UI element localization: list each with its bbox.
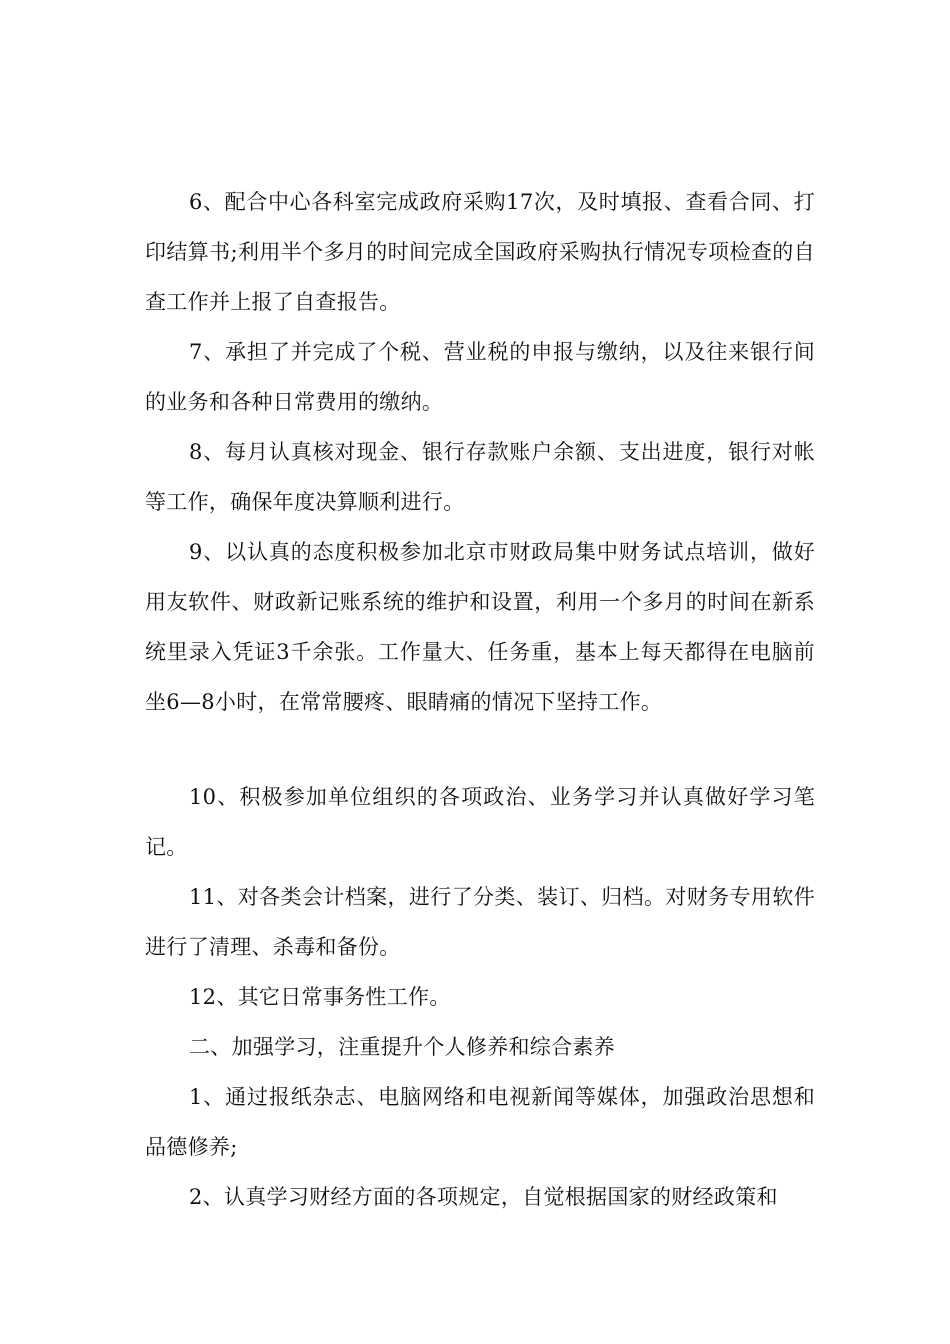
paragraph-item-9: 9、以认真的态度积极参加北京市财政局集中财务试点培训，做好用友软件、财政新记账系统的维护和设置，利用一个多月的时间在新系统里录入凭证3千余张。工作量大、任务重，基本上每天都得在电脑前坐6—8小时，在常常腰疼、眼睛痛的情况下坚持工作。 xyxy=(145,540,815,714)
paragraph-item-12: 12、其它日常事务性工作。 xyxy=(189,985,451,1009)
paragraph-item-1: 1、通过报纸杂志、电脑网络和电视新闻等媒体，加强政治思想和品德修养; xyxy=(145,1085,815,1159)
paragraph-item-10: 10、积极参加单位组织的各项政治、业务学习并认真做好学习笔记。 xyxy=(145,785,815,859)
paragraph-gap xyxy=(145,727,815,772)
paragraph-item-7: 7、承担了并完成了个税、营业税的申报与缴纳，以及往来银行间的业务和各种日常费用的缴纳。 xyxy=(145,340,815,414)
paragraph-item-6: 6、配合中心各科室完成政府采购17次，及时填报、查看合同、打印结算书;利用半个多月的时间完成全国政府采购执行情况专项检查的自查工作并上报了自查报告。 xyxy=(145,190,815,314)
paragraph-item-2: 2、认真学习财经方面的各项规定，自觉根据国家的财经政策和 xyxy=(189,1185,778,1209)
document-body xyxy=(145,177,815,1222)
paragraph-item-11: 11、对各类会计档案，进行了分类、装订、归档。对财务专用软件进行了清理、杀毒和备份。 xyxy=(145,885,815,959)
section-heading: 二、加强学习，注重提升个人修养和综合素养 xyxy=(189,1035,615,1059)
paragraph-item-8: 8、每月认真核对现金、银行存款账户余额、支出进度，银行对帐等工作，确保年度决算顺利进行。 xyxy=(145,440,815,514)
